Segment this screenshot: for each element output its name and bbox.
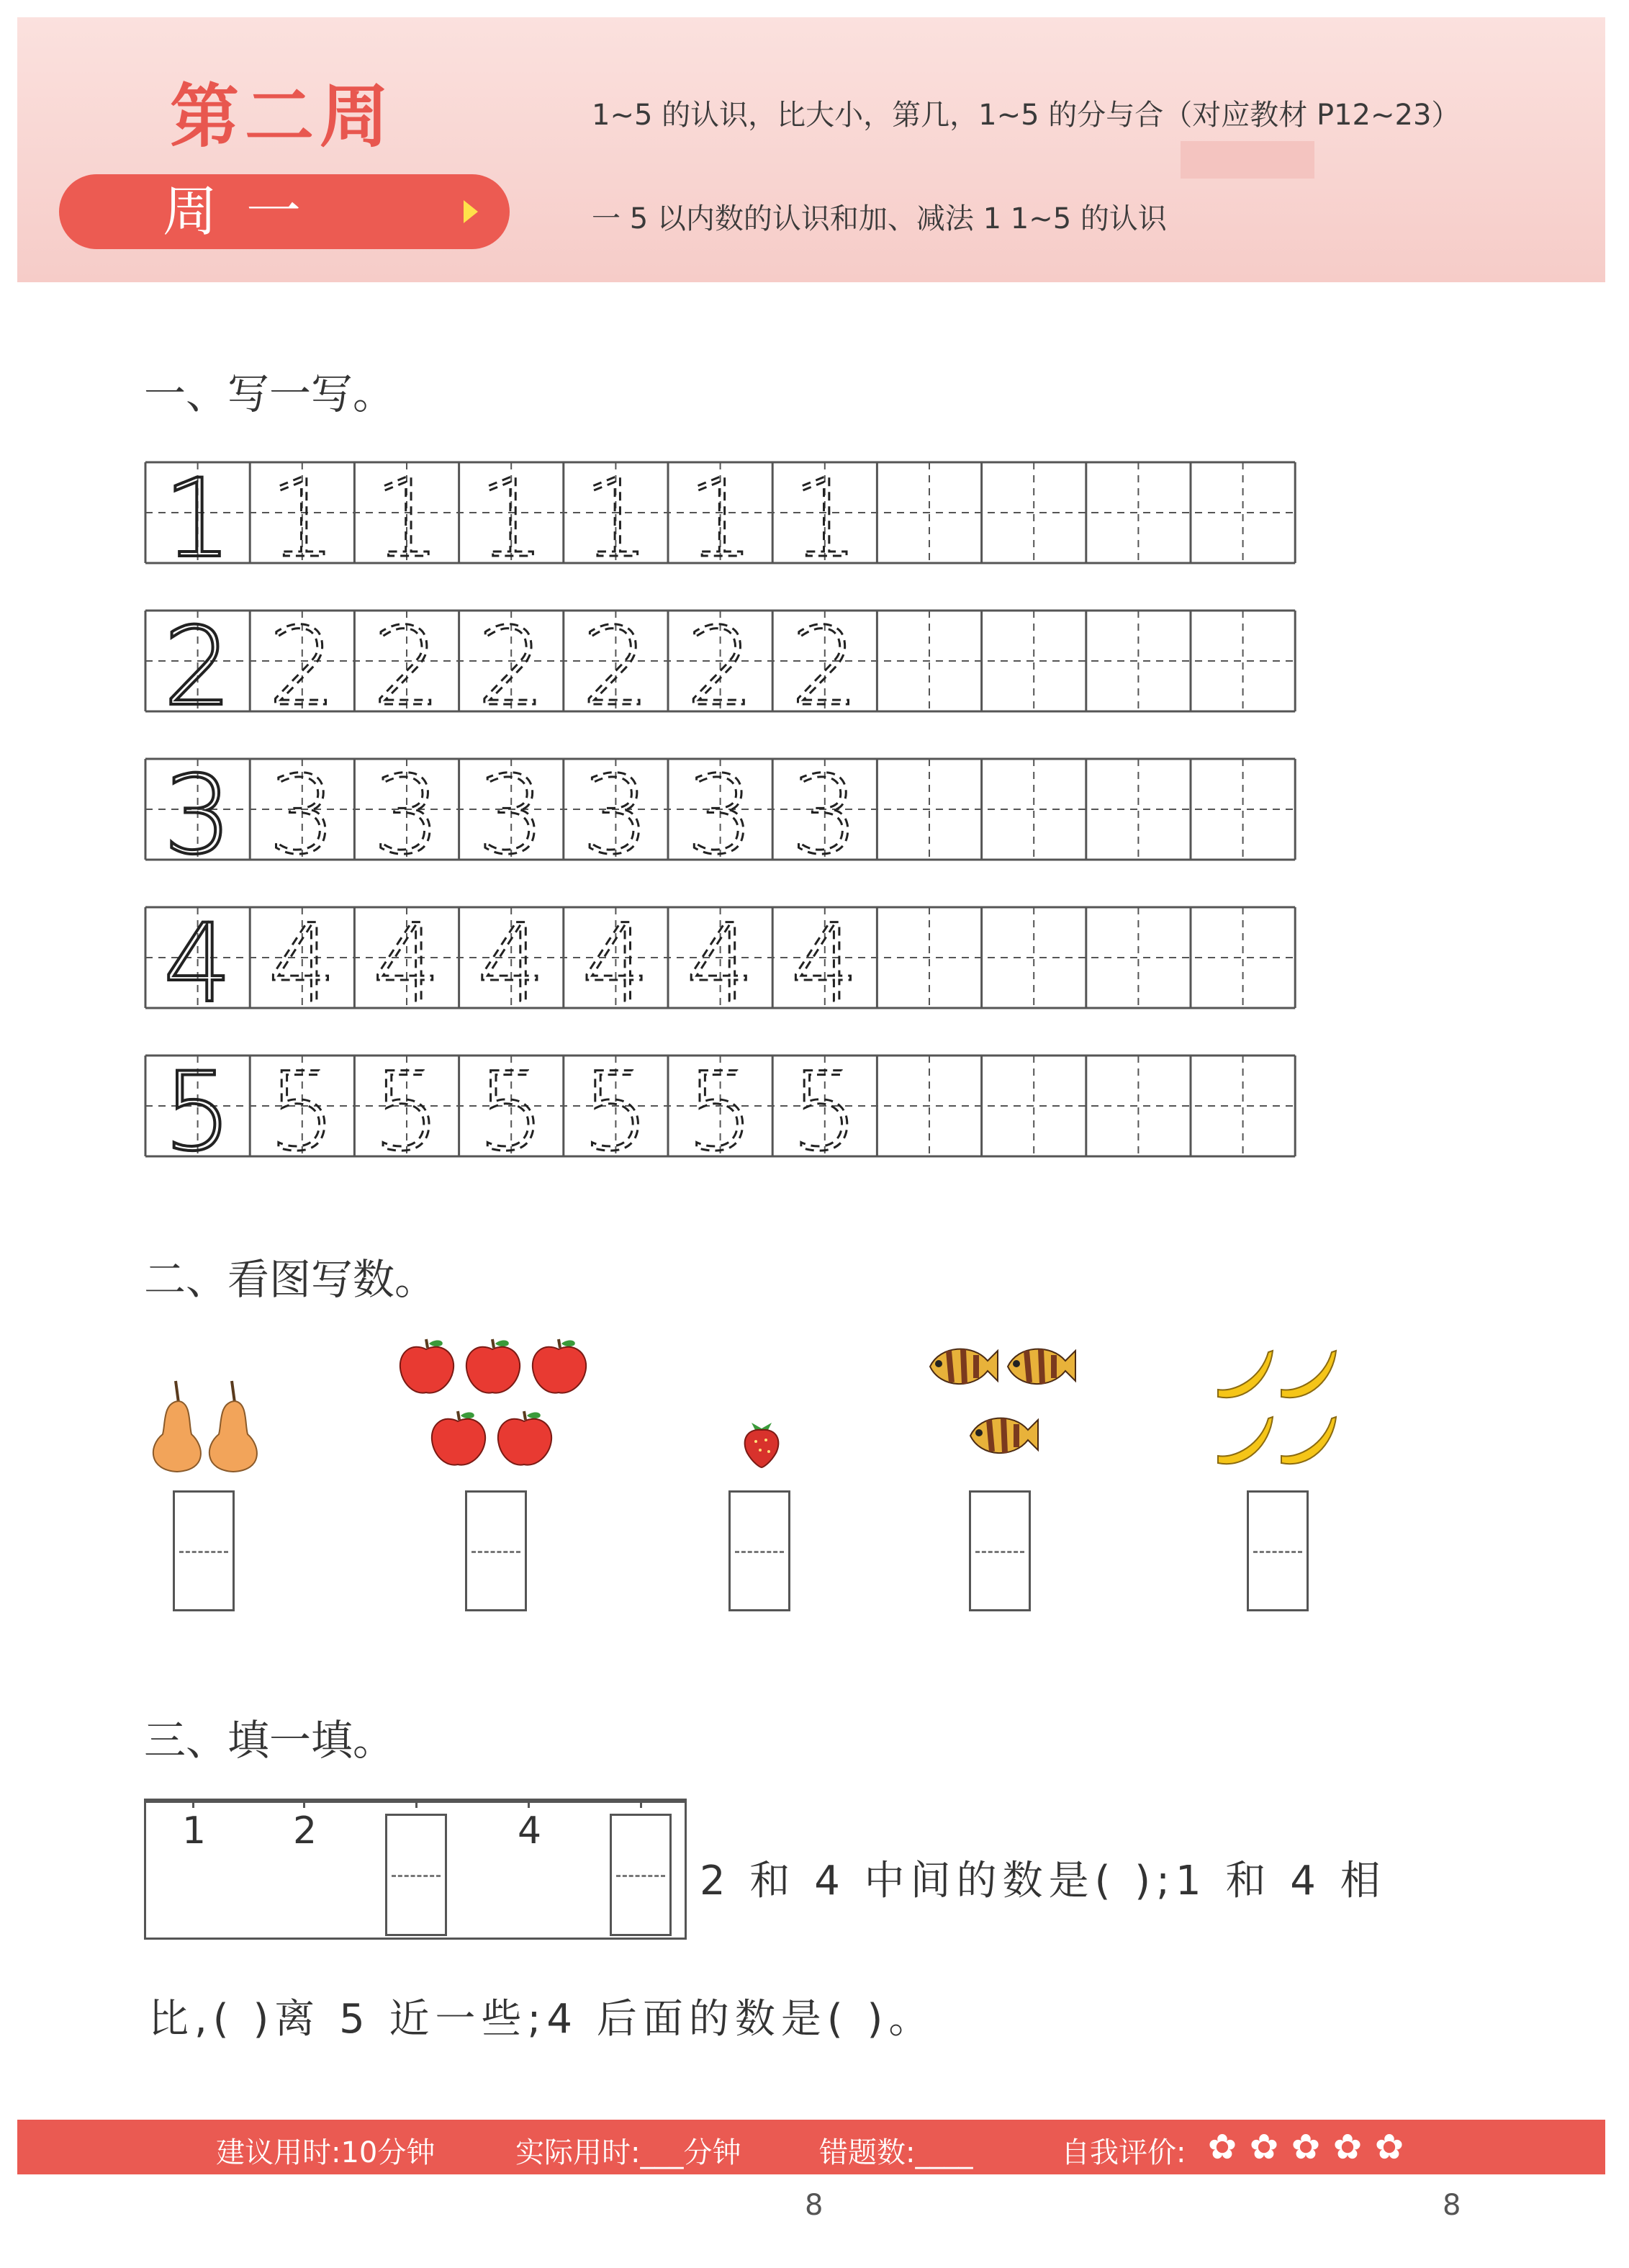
banana-icon xyxy=(1218,1351,1273,1398)
trace-digit: 4 xyxy=(477,906,546,1009)
trace-digit: 3 xyxy=(477,757,546,861)
strawberry-icon xyxy=(739,1416,785,1469)
fish-icon xyxy=(970,1418,1038,1454)
trace-digit: 5 xyxy=(477,1054,546,1158)
topic-text: 1~5 的认识，比大小，第几，1~5 的分与合（对应教材 P12~23） xyxy=(592,99,1461,132)
banana-icon xyxy=(1281,1351,1336,1398)
error-count: 错题数:____ xyxy=(819,2136,973,2169)
flower-star-icon[interactable]: ✿ xyxy=(1249,2127,1279,2167)
actual-time: 实际用时:___分钟 xyxy=(515,2136,741,2169)
number-label: 2 xyxy=(293,1809,317,1853)
pear-icon xyxy=(153,1381,201,1472)
flower-star-icon[interactable]: ✿ xyxy=(1374,2127,1404,2167)
question-line-2: 比,( )离 5 近一些;4 后面的数是( )。 xyxy=(148,1996,935,2043)
trace-digit: 3 xyxy=(790,757,859,861)
trace-digit: 2 xyxy=(268,609,337,713)
trace-row-5 xyxy=(144,1054,1294,1158)
section2-title: 二、看图写数。 xyxy=(144,1255,437,1304)
week-title: 第二周 xyxy=(170,76,394,157)
apple-icon xyxy=(432,1411,485,1465)
banana-icon-group xyxy=(1214,1344,1340,1473)
answer-box-strawberry[interactable] xyxy=(728,1490,790,1611)
lesson-text: 一 5 以内数的认识和加、减法 1 1~5 的认识 xyxy=(592,202,1167,235)
trace-digit: 3 xyxy=(581,757,651,861)
banana-icon xyxy=(1218,1417,1273,1464)
trace-row-grid xyxy=(144,461,1296,564)
flower-star-icon[interactable]: ✿ xyxy=(1207,2127,1237,2167)
apple-icon xyxy=(466,1339,520,1393)
number-label: 1 xyxy=(182,1809,207,1853)
flower-star-icon[interactable]: ✿ xyxy=(1291,2127,1321,2167)
trace-digit: 2 xyxy=(477,609,546,713)
number-label: 4 xyxy=(518,1809,542,1853)
question-line-1: 2 和 4 中间的数是( );1 和 4 相 xyxy=(700,1858,1386,1904)
trace-digit: 2 xyxy=(685,609,755,713)
apple-icon xyxy=(533,1339,586,1393)
trace-digit: 4 xyxy=(268,906,337,1009)
suggested-time: 建议用时:10分钟 xyxy=(216,2136,436,2169)
flower-star-icon[interactable]: ✿ xyxy=(1332,2127,1363,2167)
trace-digit: 3 xyxy=(685,757,755,861)
day-label: 周一 xyxy=(163,179,330,243)
model-digit: 4 xyxy=(163,906,233,1009)
fish-icon-group xyxy=(923,1336,1081,1473)
trace-digit: 1 xyxy=(477,461,546,564)
trace-digit: 1 xyxy=(685,461,755,564)
pear-icon-group xyxy=(141,1374,271,1475)
fish-icon xyxy=(1008,1349,1075,1385)
trace-digit: 1 xyxy=(372,461,441,564)
trace-digit: 5 xyxy=(581,1054,651,1158)
page-number-right: 8 xyxy=(1443,2189,1461,2222)
fish-icon xyxy=(930,1349,998,1385)
section1-title: 一、写一写。 xyxy=(144,369,395,418)
section3-title: 三、填一填。 xyxy=(144,1716,395,1765)
page-number-center: 8 xyxy=(805,2189,823,2222)
answer-box-5[interactable] xyxy=(610,1814,672,1936)
trace-digit: 5 xyxy=(790,1054,859,1158)
pear-icon xyxy=(209,1381,257,1472)
day-pill xyxy=(59,174,510,249)
model-digit: 3 xyxy=(163,757,233,861)
apple-icon xyxy=(498,1411,551,1465)
trace-row-3 xyxy=(144,757,1294,861)
trace-digit: 1 xyxy=(581,461,651,564)
banana-icon xyxy=(1281,1417,1336,1464)
trace-digit: 4 xyxy=(685,906,755,1009)
trace-digit: 4 xyxy=(372,906,441,1009)
trace-digit: 5 xyxy=(268,1054,337,1158)
trace-row-grid xyxy=(144,609,1296,713)
trace-digit: 5 xyxy=(372,1054,441,1158)
trace-row-grid xyxy=(144,1054,1296,1158)
trace-digit: 2 xyxy=(581,609,651,713)
model-digit: 1 xyxy=(163,461,233,564)
number-line-box xyxy=(144,1799,687,1940)
arrow-right-icon xyxy=(464,200,478,223)
model-digit: 2 xyxy=(163,609,233,713)
answer-box-apples[interactable] xyxy=(465,1490,527,1611)
trace-digit: 1 xyxy=(268,461,337,564)
trace-row-4 xyxy=(144,906,1294,1007)
trace-digit: 4 xyxy=(790,906,859,1009)
trace-digit: 5 xyxy=(685,1054,755,1158)
answer-box-fish[interactable] xyxy=(969,1490,1031,1611)
trace-row-grid xyxy=(144,906,1296,1009)
trace-digit: 3 xyxy=(268,757,337,861)
apple-icon-group xyxy=(397,1336,599,1477)
trace-row-2 xyxy=(144,609,1294,713)
trace-row-1 xyxy=(144,461,1294,562)
answer-box-bananas[interactable] xyxy=(1247,1490,1309,1611)
topic-highlight xyxy=(1181,141,1314,179)
trace-digit: 2 xyxy=(790,609,859,713)
trace-row-grid xyxy=(144,757,1296,861)
trace-digit: 4 xyxy=(581,906,651,1009)
trace-digit: 1 xyxy=(790,461,859,564)
answer-box-3[interactable] xyxy=(385,1814,447,1936)
apple-icon xyxy=(400,1339,453,1393)
model-digit: 5 xyxy=(163,1054,233,1158)
trace-digit: 2 xyxy=(372,609,441,713)
self-eval-label: 自我评价: xyxy=(1061,2136,1186,2169)
answer-box-pears[interactable] xyxy=(173,1490,235,1611)
trace-digit: 3 xyxy=(372,757,441,861)
